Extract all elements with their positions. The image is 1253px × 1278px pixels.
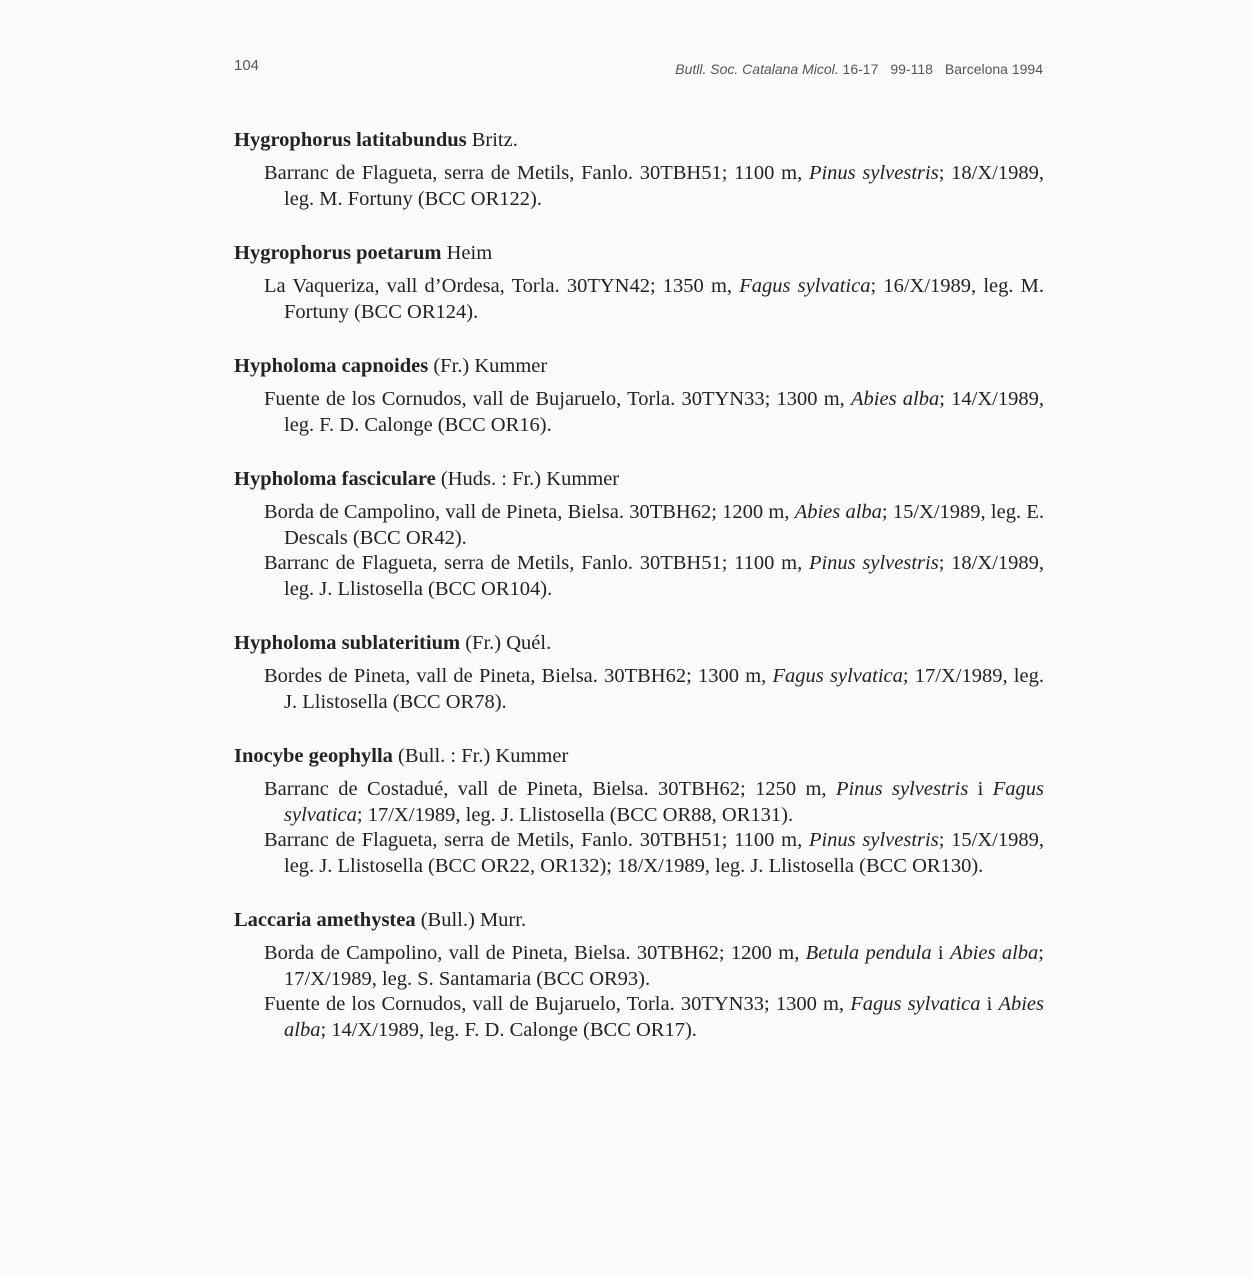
record-locality: Barranc de Flagueta, serra de Metils, Fanlo. 30TBH51; 1100 m,: [264, 829, 809, 851]
record-locality: Barranc de Flagueta, serra de Metils, Fanlo. 30TBH51; 1100 m,: [264, 162, 809, 184]
taxon-entry: [234, 352, 1044, 438]
taxon-author: Britz.: [471, 129, 518, 151]
collection-record: [264, 664, 1044, 715]
record-host: Pinus sylvestris: [808, 829, 939, 851]
taxon-author: (Fr.) Quél.: [465, 632, 552, 654]
journal-volume: 16-17: [842, 61, 879, 77]
record-details: ; 15/X/1989, leg. J. Llistosella (BCC OR22, OR132); 18/X/1989, leg. J. Llistosella (BCC OR130).: [284, 829, 1044, 877]
record-details: ; 14/X/1989, leg. F. D. Calonge (BCC OR17).: [320, 1018, 697, 1041]
record-connector: i: [968, 778, 993, 800]
taxon-name: Hygrophorus latitabundus: [234, 129, 467, 151]
collection-record: [264, 551, 1044, 602]
running-header: [675, 61, 1043, 77]
species-list: [234, 126, 1044, 1070]
collection-record: [264, 941, 1044, 992]
record-locality: Fuente de los Cornudos, vall de Bujaruelo, Torla. 30TYN33; 1300 m,: [264, 388, 852, 410]
record-locality: Bordes de Pineta, vall de Pineta, Bielsa. 30TBH62; 1300 m,: [264, 665, 773, 687]
taxon-name: Hypholoma capnoides: [234, 355, 429, 377]
record-host: Abies alba: [949, 942, 1039, 964]
record-details: ; 16/X/1989, leg. M. Fortuny (BCC OR124).: [284, 275, 1044, 323]
taxon-name: Hypholoma fasciculare: [234, 468, 436, 490]
taxon-name: Hypholoma sublateritium: [234, 632, 461, 654]
taxon-author: (Bull. : Fr.) Kummer: [398, 745, 569, 767]
record-host: Betula pendula: [805, 942, 932, 964]
taxon-author: Heim: [446, 242, 493, 264]
record-connector: i: [931, 942, 950, 964]
record-details: ; 17/X/1989, leg. J. Llistosella (BCC OR88, OR131).: [356, 803, 794, 826]
taxon-author: (Bull.) Murr.: [420, 909, 527, 931]
record-host: Abies alba: [284, 993, 1044, 1041]
journal-title: Butll. Soc. Catalana Micol.: [675, 61, 839, 77]
record-locality: La Vaqueriza, vall d’Ordesa, Torla. 30TYN42; 1350 m,: [264, 275, 740, 297]
taxon-name: Hygrophorus poetarum: [234, 242, 442, 264]
taxon-heading: [234, 742, 1044, 770]
record-host: Abies alba: [851, 388, 940, 410]
taxon-entry: [234, 629, 1044, 715]
taxon-heading: [234, 906, 1044, 934]
collection-record: [264, 828, 1044, 879]
record-details: ; 15/X/1989, leg. E. Descals (BCC OR42).: [284, 501, 1044, 549]
record-details: ; 14/X/1989, leg. F. D. Calonge (BCC OR16).: [284, 388, 1044, 436]
record-details: ; 18/X/1989, leg. M. Fortuny (BCC OR122).: [284, 162, 1044, 210]
collection-record: [264, 500, 1044, 551]
record-locality: Borda de Campolino, vall de Pineta, Bielsa. 30TBH62; 1200 m,: [264, 501, 795, 523]
taxon-entry: [234, 465, 1044, 602]
taxon-heading: [234, 239, 1044, 267]
collection-record: [264, 387, 1044, 438]
taxon-name: Laccaria amethystea: [234, 909, 416, 931]
record-locality: Borda de Campolino, vall de Pineta, Bielsa. 30TBH62; 1200 m,: [264, 942, 806, 964]
record-locality: Barranc de Flagueta, serra de Metils, Fanlo. 30TBH51; 1100 m,: [264, 552, 809, 574]
collection-record: [264, 777, 1044, 828]
record-host: Pinus sylvestris: [808, 552, 939, 574]
record-host: Abies alba: [794, 501, 882, 523]
record-details: ; 17/X/1989, leg. S. Santamaria (BCC OR93).: [284, 942, 1044, 990]
taxon-entry: [234, 126, 1044, 212]
taxon-entry: [234, 906, 1044, 1043]
journal-pages: 99-118: [890, 61, 933, 77]
record-host: Fagus sylvatica: [772, 665, 903, 687]
record-connector: i: [980, 993, 999, 1015]
record-locality: Barranc de Costadué, vall de Pineta, Bielsa. 30TBH62; 1250 m,: [264, 778, 836, 800]
collection-record: [264, 992, 1044, 1043]
taxon-author: (Huds. : Fr.) Kummer: [440, 468, 620, 490]
taxon-entry: [234, 239, 1044, 325]
record-locality: Fuente de los Cornudos, vall de Bujaruelo, Torla. 30TYN33; 1300 m,: [264, 993, 851, 1015]
record-host: Fagus sylvatica: [284, 778, 1044, 826]
page-number: 104: [234, 57, 260, 74]
taxon-heading: [234, 352, 1044, 380]
taxon-author: (Fr.) Kummer: [433, 355, 548, 377]
taxon-name: Inocybe geophylla: [234, 745, 393, 767]
collection-record: [264, 274, 1044, 325]
record-host: Pinus sylvestris: [808, 162, 939, 184]
taxon-entry: [234, 742, 1044, 879]
record-host: Pinus sylvestris: [835, 778, 969, 800]
taxon-heading: [234, 465, 1044, 493]
collection-record: [264, 161, 1044, 212]
record-details: ; 18/X/1989, leg. J. Llistosella (BCC OR104).: [284, 552, 1044, 600]
record-details: ; 17/X/1989, leg. J. Llistosella (BCC OR78).: [284, 665, 1044, 713]
taxon-heading: [234, 629, 1044, 657]
journal-place-year: Barcelona 1994: [944, 61, 1043, 77]
taxon-heading: [234, 126, 1044, 154]
record-host: Fagus sylvatica: [739, 275, 871, 297]
record-host: Fagus sylvatica: [850, 993, 981, 1015]
